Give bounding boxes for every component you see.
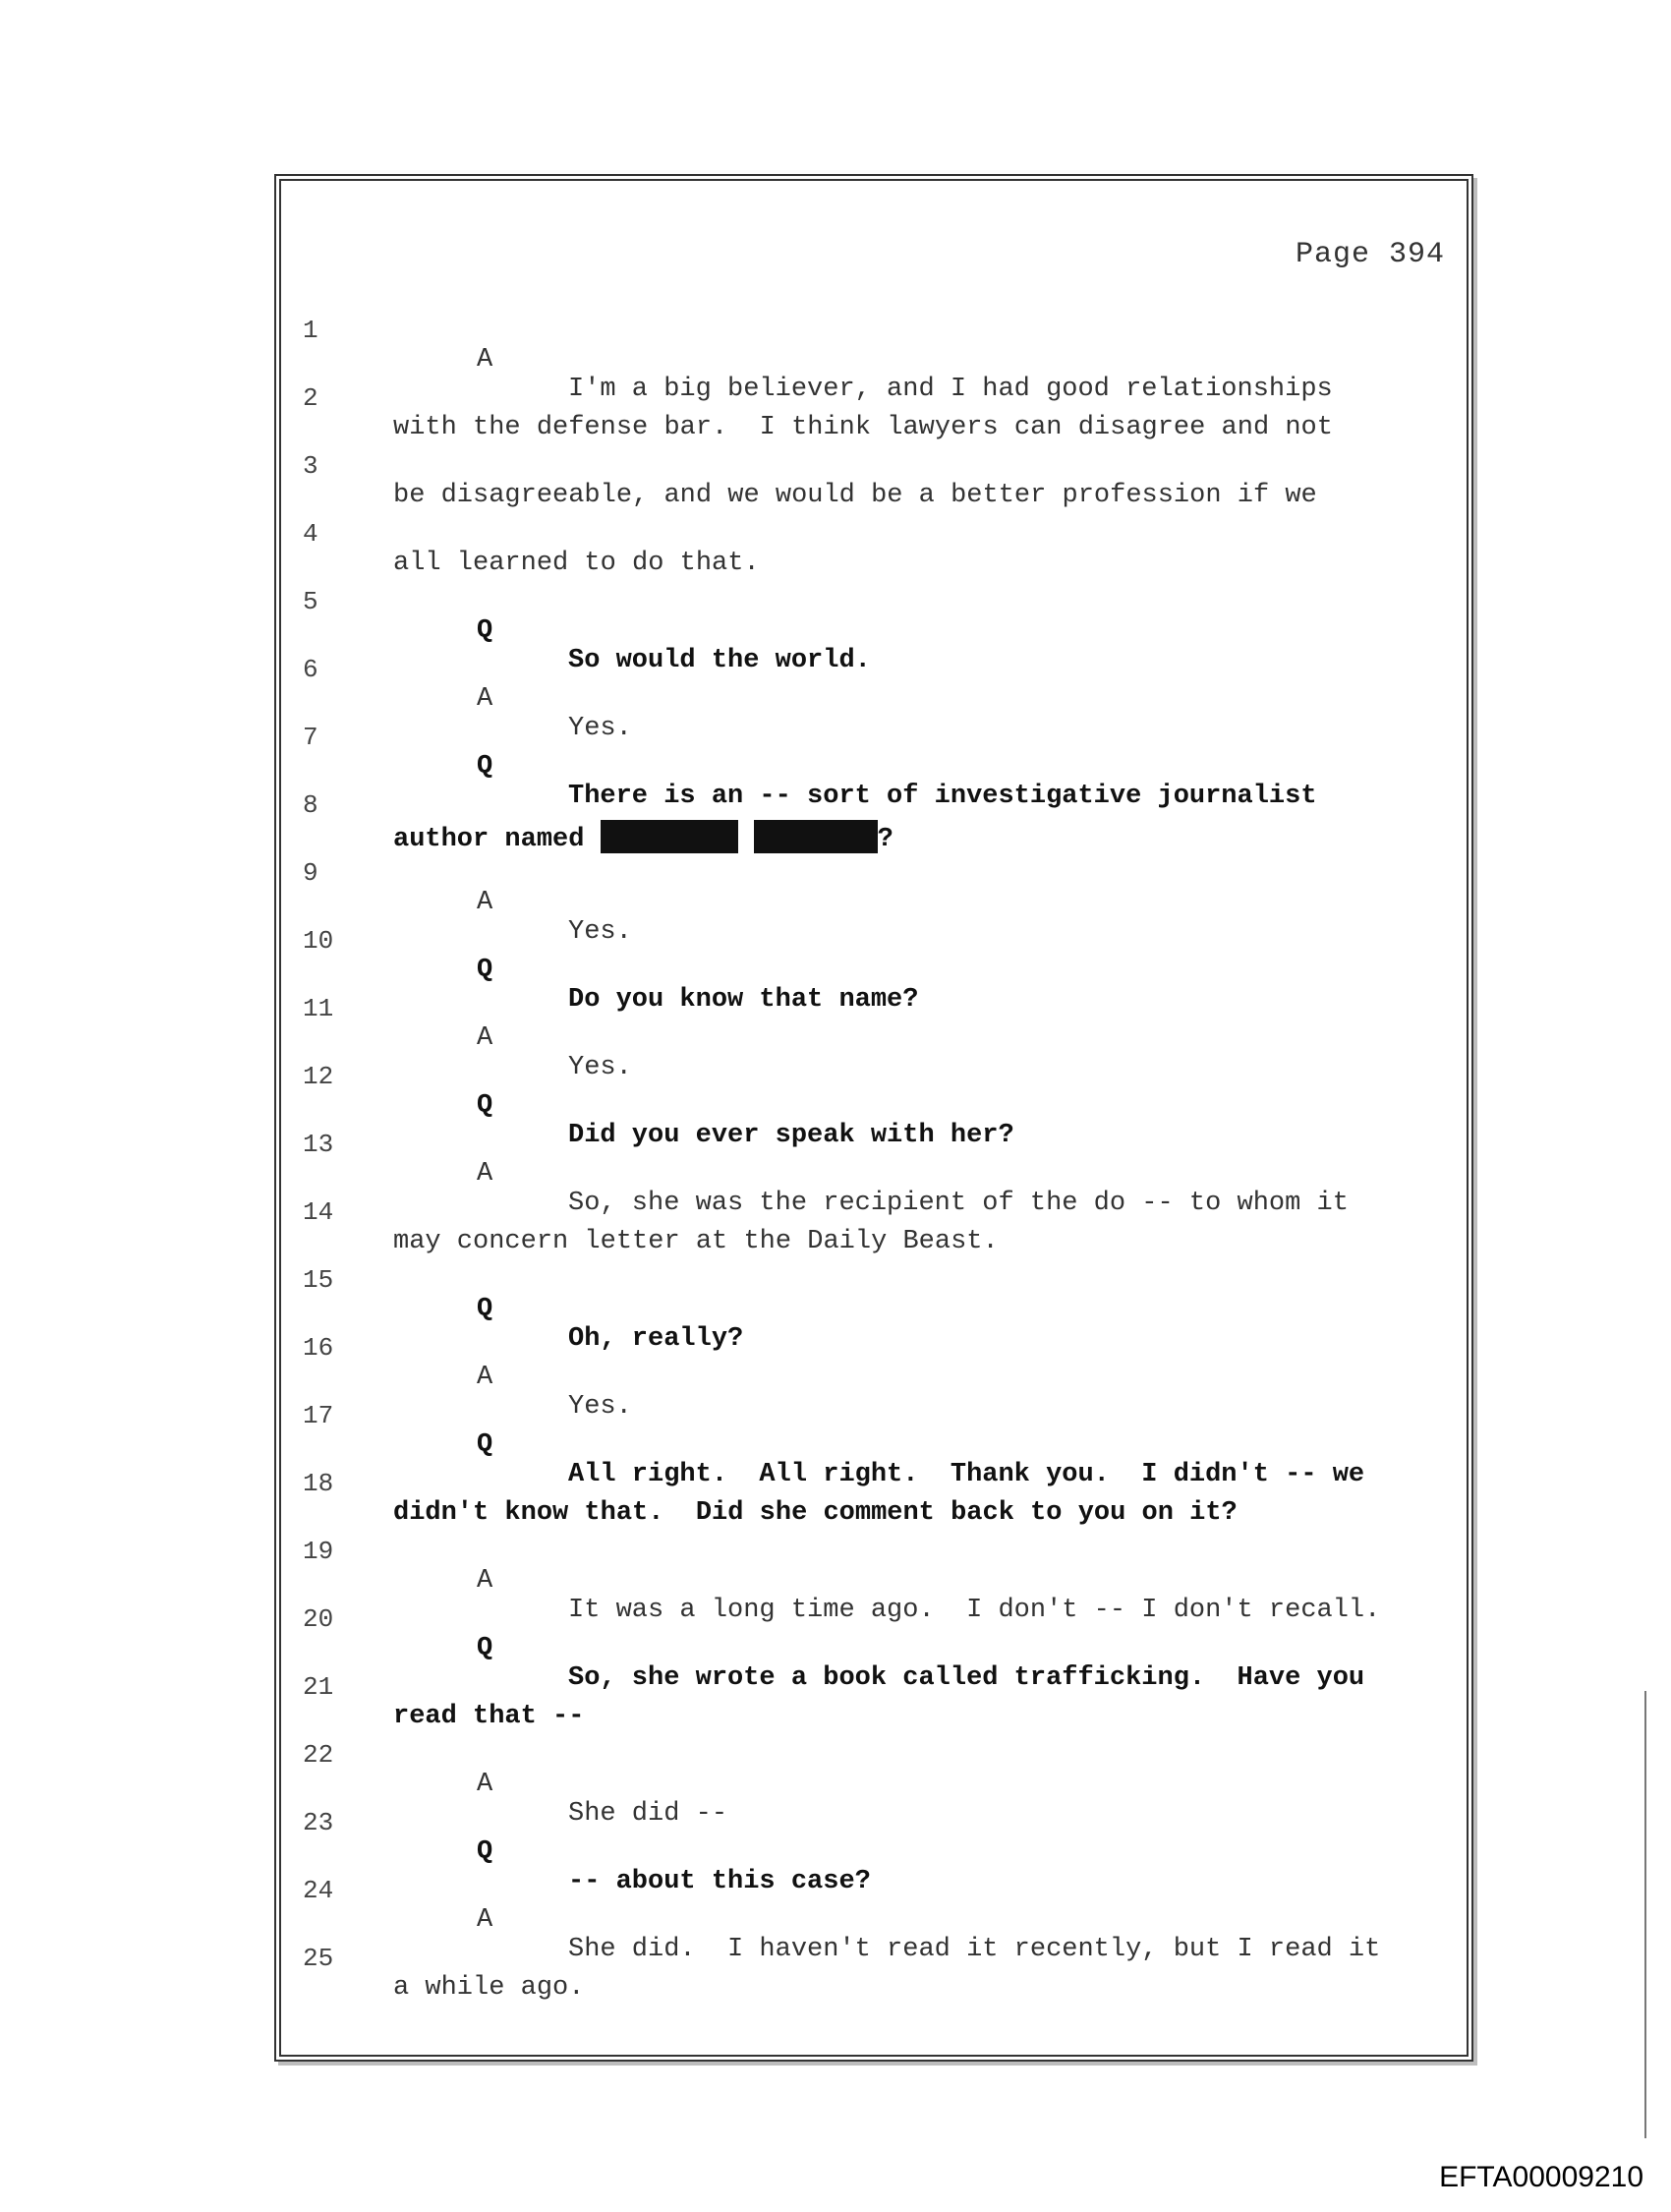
line-text: It was a long time ago. I don't -- I don't recall. [568, 1596, 1381, 1625]
transcript-line-3 [281, 422, 1467, 510]
speaker-label: Q [477, 752, 493, 782]
line-text: She did -- [568, 1799, 728, 1829]
line-number: 7 [303, 723, 318, 752]
speaker-label: A [477, 888, 493, 917]
transcript-line-6 [281, 625, 1467, 743]
line-number: 20 [303, 1604, 334, 1634]
document-id: EFTA00009210 [1439, 2161, 1643, 2193]
line-number: 21 [303, 1672, 334, 1702]
speaker-label: A [477, 1023, 493, 1053]
line-number: 11 [303, 994, 334, 1023]
line-text: All right. All right. Thank you. I didn't -- we [568, 1460, 1365, 1489]
line-number: 6 [303, 655, 318, 684]
line-text: I'm a big believer, and I had good relationships [568, 375, 1333, 404]
scan-artifact-line [1644, 1691, 1646, 2138]
line-number: 15 [303, 1265, 334, 1295]
transcript-line-18 [281, 1439, 1467, 1528]
speaker-label: A [477, 1363, 493, 1392]
transcript-line-1 [281, 286, 1467, 404]
line-number: 16 [303, 1333, 334, 1363]
line-text: be disagreeable, and we would be a better profession if we [393, 481, 1317, 510]
line-number: 8 [303, 790, 318, 820]
line-text: author named [393, 825, 585, 854]
line-text: Yes. [568, 1053, 632, 1082]
line-text: didn't know that. Did she comment back to you on it? [393, 1498, 1238, 1528]
speaker-label: A [477, 345, 493, 375]
line-number: 12 [303, 1062, 334, 1091]
speaker-label: Q [477, 956, 493, 985]
line-text: with the defense bar. I think lawyers can disagree and not [393, 413, 1333, 442]
line-text: Oh, really? [568, 1324, 744, 1354]
transcript-line-8 [281, 761, 1467, 854]
speaker-label: A [477, 1770, 493, 1799]
transcript-line-7 [281, 693, 1467, 811]
line-text: all learned to do that. [393, 549, 760, 578]
line-number: 5 [303, 587, 318, 616]
transcript-line-2 [281, 354, 1467, 442]
line-number: 18 [303, 1469, 334, 1498]
speaker-label: A [477, 1159, 493, 1189]
line-number: 14 [303, 1197, 334, 1227]
speaker-label: A [477, 684, 493, 714]
line-text: So, she wrote a book called trafficking. Have you [568, 1663, 1365, 1693]
line-number: 3 [303, 451, 318, 481]
transcript-line-25 [281, 1914, 1467, 2003]
line-text: Do you know that name? [568, 985, 919, 1015]
line-text: Did you ever speak with her? [568, 1121, 1014, 1150]
line-number: 19 [303, 1537, 334, 1566]
speaker-label: Q [477, 616, 493, 646]
speaker-label: Q [477, 1430, 493, 1460]
speaker-label: Q [477, 1295, 493, 1324]
speaker-label: Q [477, 1091, 493, 1121]
line-number: 2 [303, 383, 318, 413]
page-number: Page 394 [1295, 238, 1445, 271]
line-text: a while ago. [393, 1973, 585, 2003]
line-number: 13 [303, 1130, 334, 1159]
line-text: read that -- [393, 1702, 585, 1731]
line-number: 9 [303, 858, 318, 888]
line-text: may concern letter at the Daily Beast. [393, 1227, 999, 1256]
line-text: She did. I haven't read it recently, but I read it [568, 1935, 1381, 1964]
speaker-label: Q [477, 1634, 493, 1663]
line-text: There is an -- sort of investigative journalist [568, 782, 1317, 811]
speaker-label: A [477, 1905, 493, 1935]
line-text: Yes. [568, 1392, 632, 1422]
line-number: 25 [303, 1944, 334, 1973]
line-text: -- about this case? [568, 1867, 871, 1896]
line-number: 24 [303, 1876, 334, 1905]
line-number: 10 [303, 926, 334, 956]
line-number: 17 [303, 1401, 334, 1430]
transcript-line-14 [281, 1168, 1467, 1256]
line-text: So, she was the recipient of the do -- to whom it [568, 1189, 1349, 1218]
line-text: So would the world. [568, 646, 871, 675]
line-number: 4 [303, 519, 318, 549]
line-text: Yes. [568, 714, 632, 743]
line-number: 23 [303, 1808, 334, 1837]
speaker-label: A [477, 1566, 493, 1596]
line-number: 22 [303, 1740, 334, 1770]
transcript-line-21 [281, 1643, 1467, 1731]
transcript-page [274, 174, 1473, 2062]
transcript-line-5 [281, 557, 1467, 675]
line-text-suffix: ? [877, 825, 893, 854]
transcript-line-4 [281, 490, 1467, 578]
speaker-label: Q [477, 1837, 493, 1867]
line-number: 1 [303, 316, 318, 345]
line-text: Yes. [568, 917, 632, 947]
